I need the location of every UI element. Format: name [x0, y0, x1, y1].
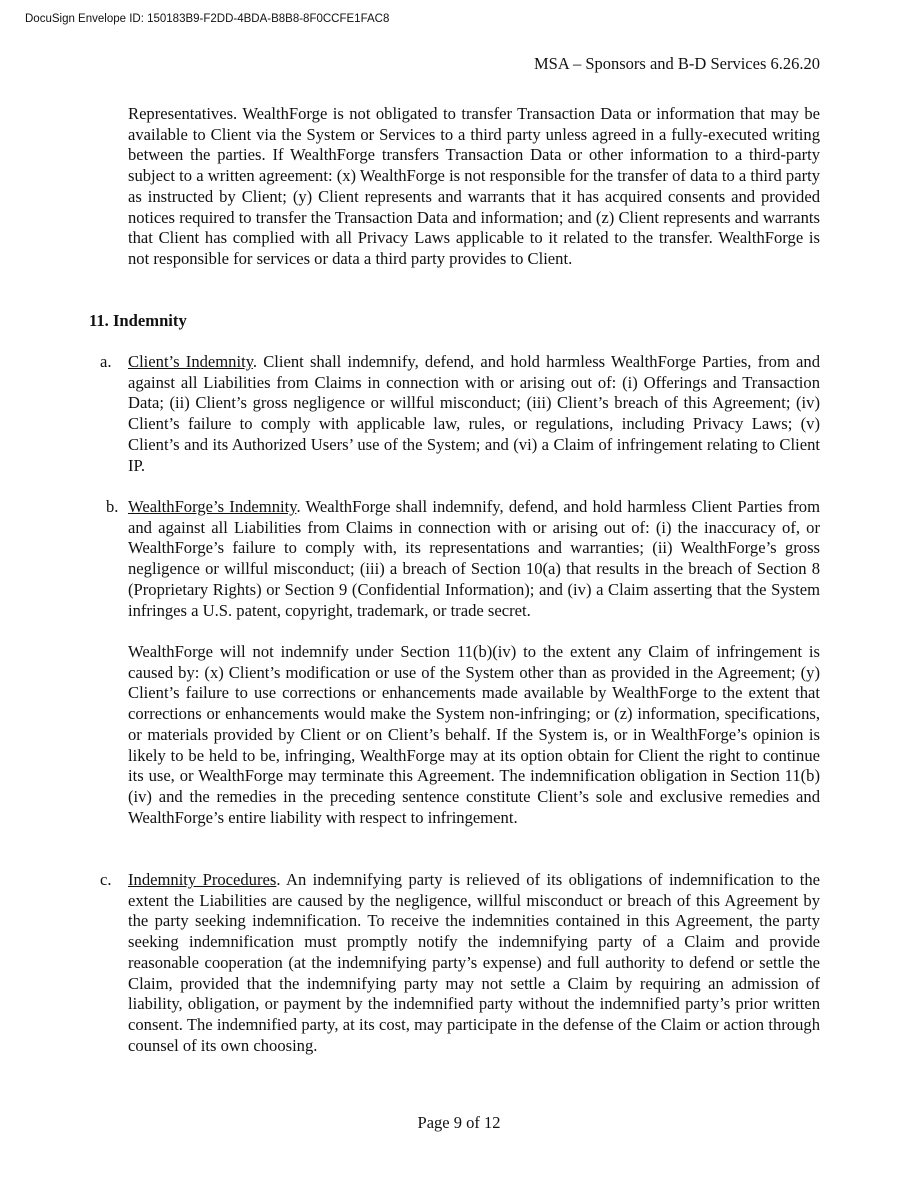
clause-label: c. — [100, 870, 112, 889]
clause-a — [100, 352, 820, 476]
clause-c — [100, 870, 820, 1056]
clause-b-continuation: WealthForge will not indemnify under Section 11(b)(iv) to the extent any Claim of infringement is caused by: (x) Client’s modification or use of the System other than as provided in the Agreement; (y) Client’s failure to use corrections or enhancements made available by WealthForge to the extent that corrections or enhancements would make the System non-infringing; or (z) information, specifications, or materials provided by Client or on Client’s behalf. If the System is, or in WealthForge’s opinion is likely to be held to be, infringing, WealthForge may at its option obtain for Client the right to continue its use, or WealthForge may terminate this Agreement. The indemnification obligation in Section 11(b)(iv) and the remedies in the preceding sentence constitute Client’s sole and exclusive remedies and WealthForge’s entire liability with respect to infringement. — [128, 642, 820, 827]
docusign-envelope-id: DocuSign Envelope ID: 150183B9-F2DD-4BDA-B8B8-8F0CCFE1FAC8 — [25, 13, 390, 25]
clause-text: . An indemnifying party is relieved of its obligations of indemnification to the extent the Liabilities are caused by the negligence, willful misconduct or breach of this Agreement by the party seeking indemnification. To receive the indemnities contained in this Agreement, the party seeking indemnification must promptly notify the indemnifying party of a Claim and provide reasonable cooperation (at the indemnifying party’s expense) and full authority to defend or settle the Claim, provided that the indemnifying party may not settle a Claim by requiring an admission of liability, obligation, or payment by the indemnified party without the indemnified party’s prior written consent. The indemnified party, at its cost, may participate in the defense of the Claim or action through counsel of its own choosing. — [128, 870, 820, 1055]
clause-text: . Client shall indemnify, defend, and hold harmless WealthForge Parties, from and against all Liabilities from Claims in connection with or arising out of: (i) Offerings and Transaction Data; (ii) Client’s gross negligence or willful misconduct; (iii) Client’s breach of this Agreement; (iv) Client’s failure to comply with applicable law, rules, or regulations, including Privacy Laws; (v) Client’s and its Authorized Users’ use of the System; and (vi) a Claim of infringement relating to Client IP. — [128, 352, 820, 475]
clause-title: WealthForge’s Indemnity — [128, 497, 297, 516]
page-number: Page 9 of 12 — [417, 1113, 501, 1132]
clause-text: . WealthForge shall indemnify, defend, and hold harmless Client Parties from and against all Liabilities from Claims in connection with or arising out of: (i) the inaccuracy of, or WealthForge’s failure to comply with, its representations and warranties; (ii) WealthForge’s gross negligence or willful misconduct; (iii) a breach of Section 10(a) that results in the breach of Section 8 (Proprietary Rights) or Section 9 (Confidential Information); and (iv) a Claim asserting that the System infringes a U.S. patent, copyright, trademark, or trade secret. — [128, 497, 820, 620]
clause-body — [128, 497, 820, 621]
clause-body — [128, 352, 820, 476]
clause-b — [106, 497, 820, 621]
intro-paragraph: Representatives. WealthForge is not obligated to transfer Transaction Data or information that may be available to Client via the System or Services to a third party unless agreed in a fully-executed writing between the parties. If WealthForge transfers Transaction Data or other information to a third-party subject to a written agreement: (x) WealthForge is not responsible for the transfer of data to a third party as instructed by Client; (y) Client represents and warrants that it has acquired consents and provided notices required to transfer the Transaction Data and information; and (z) Client represents and warrants that Client has complied with all Privacy Laws applicable to it related to the transfer. WealthForge is not responsible for services or data a third party provides to Client. — [128, 104, 821, 268]
clause-body — [128, 870, 820, 1056]
section-heading: 11. Indemnity — [89, 311, 187, 330]
clause-title: Indemnity Procedures — [128, 870, 277, 889]
clause-label: b. — [106, 497, 119, 516]
document-header-title: MSA – Sponsors and B-D Services 6.26.20 — [533, 54, 820, 73]
clause-label: a. — [100, 352, 112, 371]
clause-title: Client’s Indemnity — [128, 352, 253, 371]
